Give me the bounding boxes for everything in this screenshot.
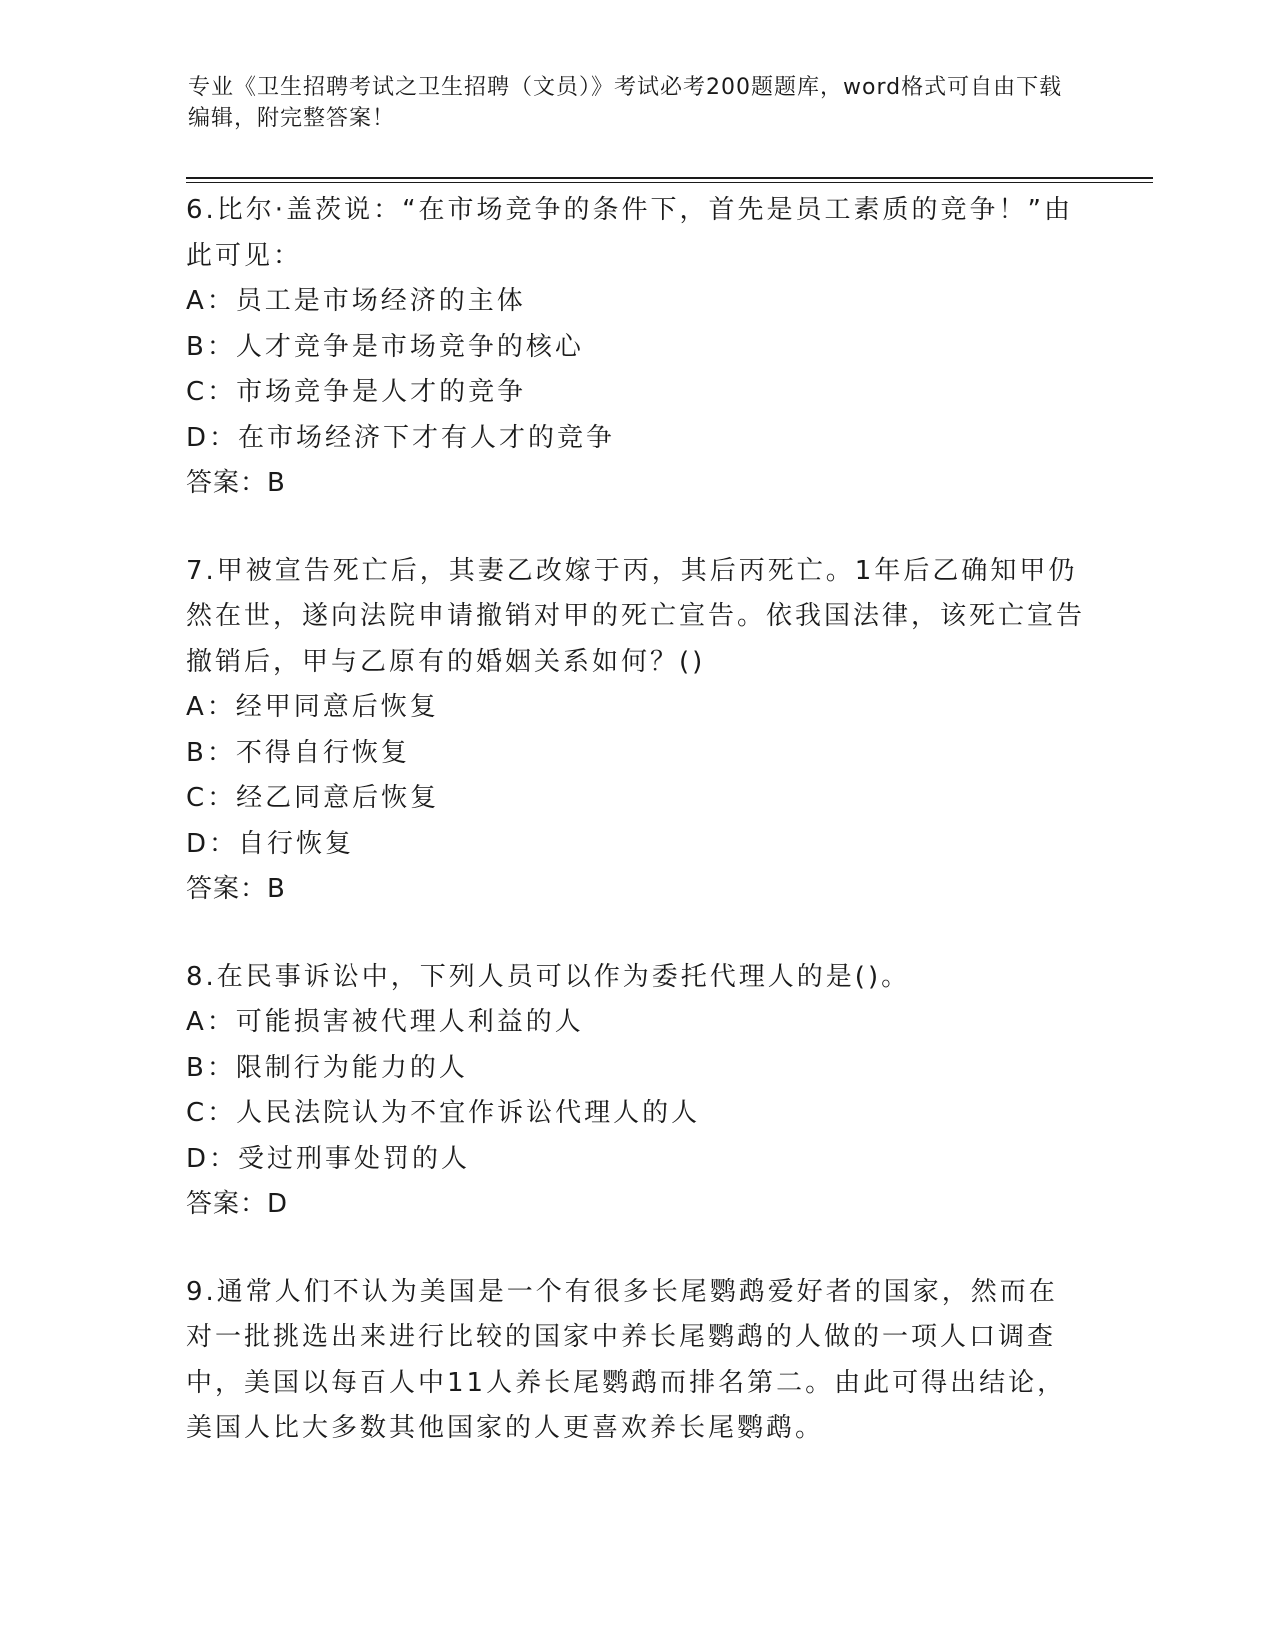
- question-7: [186, 549, 1086, 913]
- option-a: A：可能损害被代理人利益的人: [186, 1007, 584, 1037]
- option-c: C：市场竞争是人才的竞争: [186, 377, 527, 407]
- question-6: [186, 188, 1086, 507]
- question-stem: 9.通常人们不认为美国是一个有很多长尾鹦鹉爱好者的国家，然而在对一批挑选出来进行比较的国家中养长尾鹦鹉的人做的一项人口调查中，美国以每百人中11人养长尾鹦鹉而排名第二。由此可得出结论，美国人比大多数其他国家的人更喜欢养长尾鹦鹉。: [186, 1276, 1067, 1443]
- question-9: [186, 1270, 1086, 1452]
- option-c: C：人民法院认为不宜作诉讼代理人的人: [186, 1098, 701, 1128]
- option-b: B：不得自行恢复: [186, 737, 410, 768]
- option-d: D：在市场经济下才有人才的竞争: [186, 422, 616, 453]
- question-list: [186, 188, 1086, 1452]
- option-d: D：受过刑事处罚的人: [186, 1143, 471, 1174]
- question-stem: 8.在民事诉讼中，下列人员可以作为委托代理人的是()。: [186, 961, 911, 992]
- page-header: 专业《卫生招聘考试之卫生招聘（文员）》考试必考200题题库，word格式可自由下载编辑，附完整答案！: [188, 75, 1063, 131]
- option-a: A：经甲同意后恢复: [186, 692, 439, 722]
- option-b: B：限制行为能力的人: [186, 1052, 468, 1083]
- header-divider-thin: [186, 182, 1153, 183]
- option-a: A：员工是市场经济的主体: [186, 286, 526, 316]
- answer-line: 答案：D: [186, 1189, 289, 1219]
- option-b: B：人才竞争是市场竞争的核心: [186, 331, 584, 362]
- answer-line: 答案：B: [186, 468, 286, 498]
- question-stem: 7.甲被宣告死亡后，其妻乙改嫁于丙，其后丙死亡。1年后乙确知甲仍然在世，遂向法院申请撤销对甲的死亡宣告。依我国法律，该死亡宣告撤销后，甲与乙原有的婚姻关系如何？(): [186, 555, 1086, 677]
- option-c: C：经乙同意后恢复: [186, 783, 440, 813]
- question-stem: 6.比尔·盖茨说：“在市场竞争的条件下，首先是员工素质的竞争！”由此可见：: [186, 195, 1074, 271]
- header-divider-thick: [186, 177, 1153, 179]
- answer-line: 答案：B: [186, 874, 286, 904]
- question-8: [186, 955, 1086, 1228]
- option-d: D：自行恢复: [186, 828, 355, 859]
